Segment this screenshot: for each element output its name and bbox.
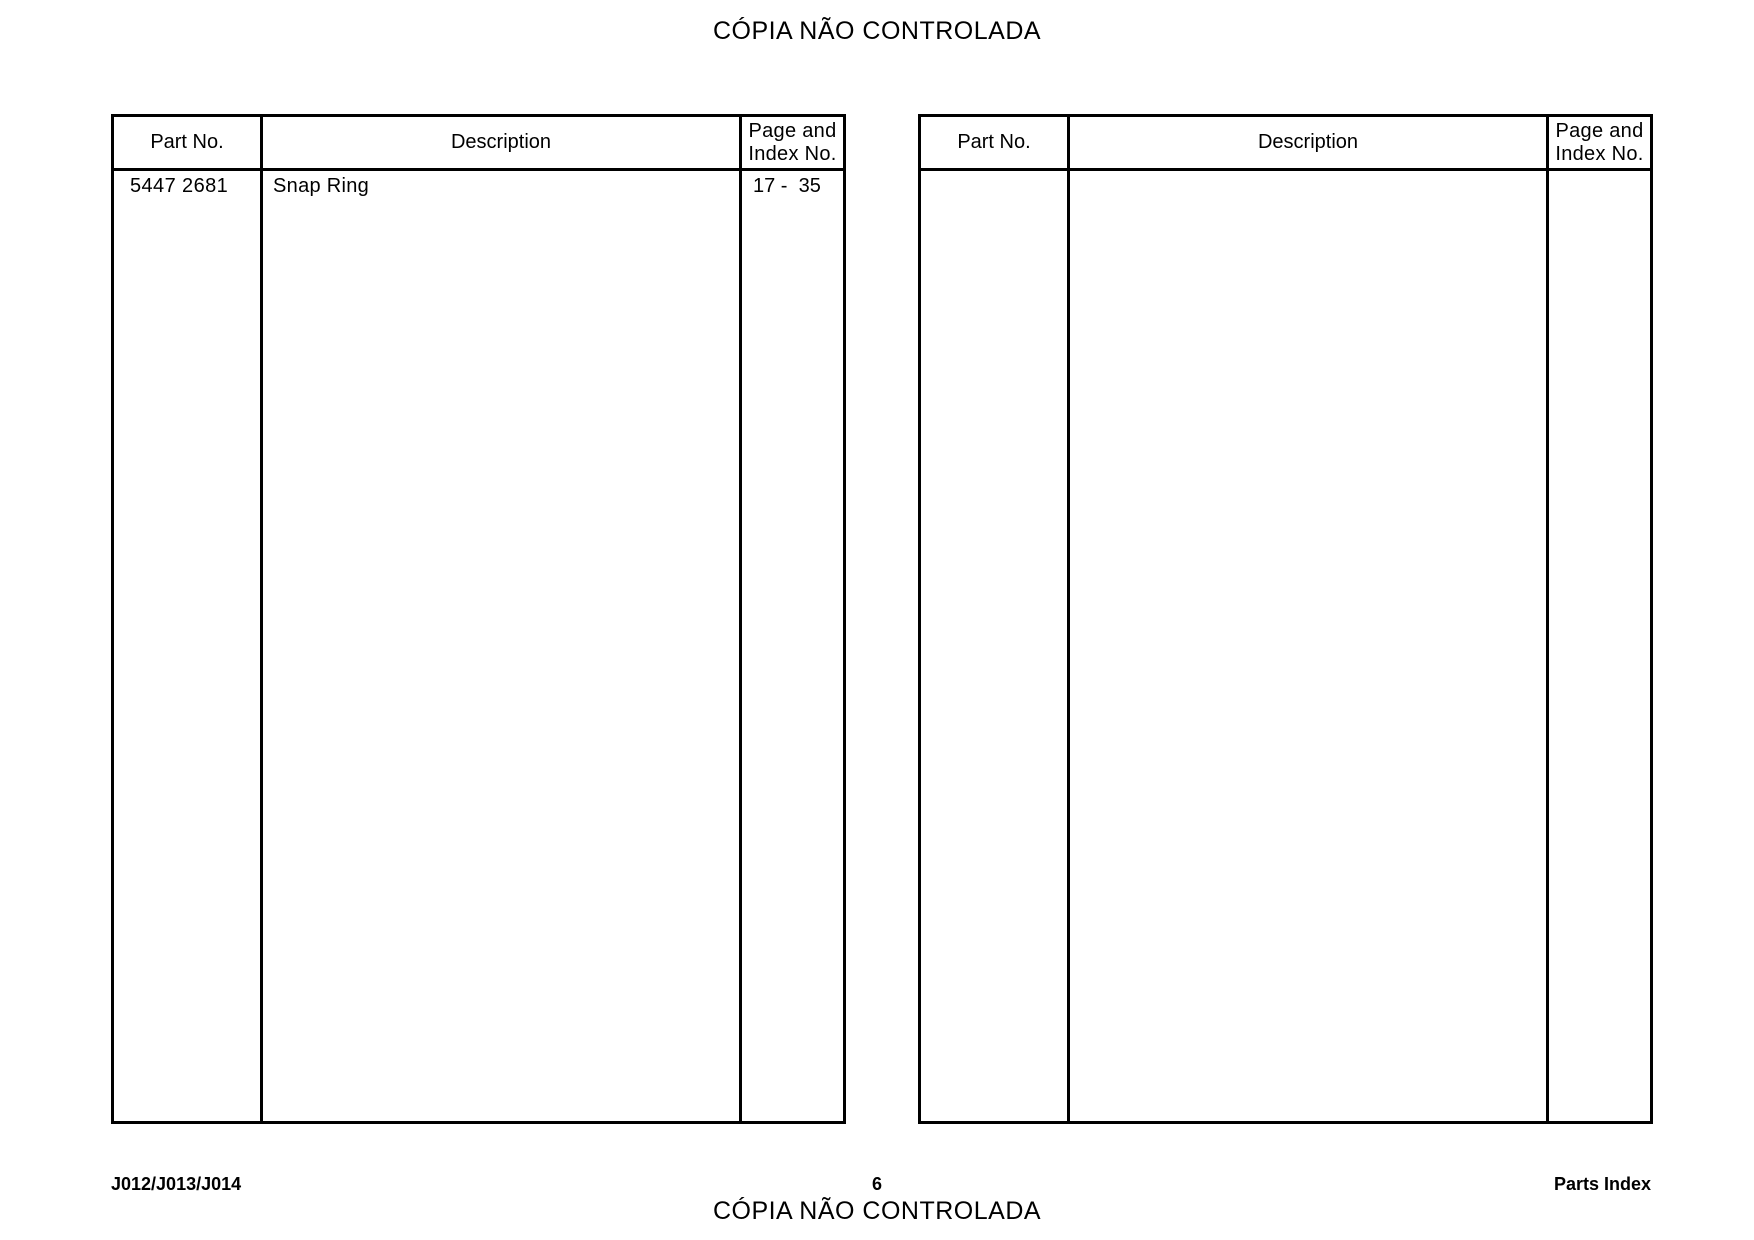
parts-table-right [918, 114, 1653, 1124]
footer-page-number: 6 [871, 1174, 882, 1194]
column-divider [260, 117, 263, 1121]
header-page-index-line1: Page and [748, 119, 837, 142]
table-row [114, 171, 843, 201]
header-page-index [742, 117, 843, 168]
column-divider [739, 117, 742, 1121]
table-body [114, 171, 843, 201]
footer-model: J012/J013/J014 [111, 1174, 242, 1194]
header-part-no: Part No. [150, 131, 224, 153]
parts-table-left [111, 114, 846, 1124]
header-divider [921, 168, 1650, 171]
column-divider [1067, 117, 1070, 1121]
watermark-top: CÓPIA NÃO CONTROLADA [712, 17, 1042, 45]
header-page-index-line2: Index No. [1555, 142, 1644, 165]
cell-part-no: 5447 2681 [130, 175, 229, 197]
cell-description: Snap Ring [273, 175, 370, 197]
header-part-no: Part No. [957, 131, 1031, 153]
column-divider [1546, 117, 1549, 1121]
footer-section: Parts Index [1553, 1174, 1651, 1194]
watermark-bottom: CÓPIA NÃO CONTROLADA [712, 1197, 1042, 1225]
header-page-index [1549, 117, 1650, 168]
cell-page-index: 17 - 35 [753, 175, 821, 197]
header-page-index-line2: Index No. [748, 142, 837, 165]
header-description: Description [450, 131, 552, 153]
header-page-index-line1: Page and [1555, 119, 1644, 142]
header-description: Description [1257, 131, 1359, 153]
